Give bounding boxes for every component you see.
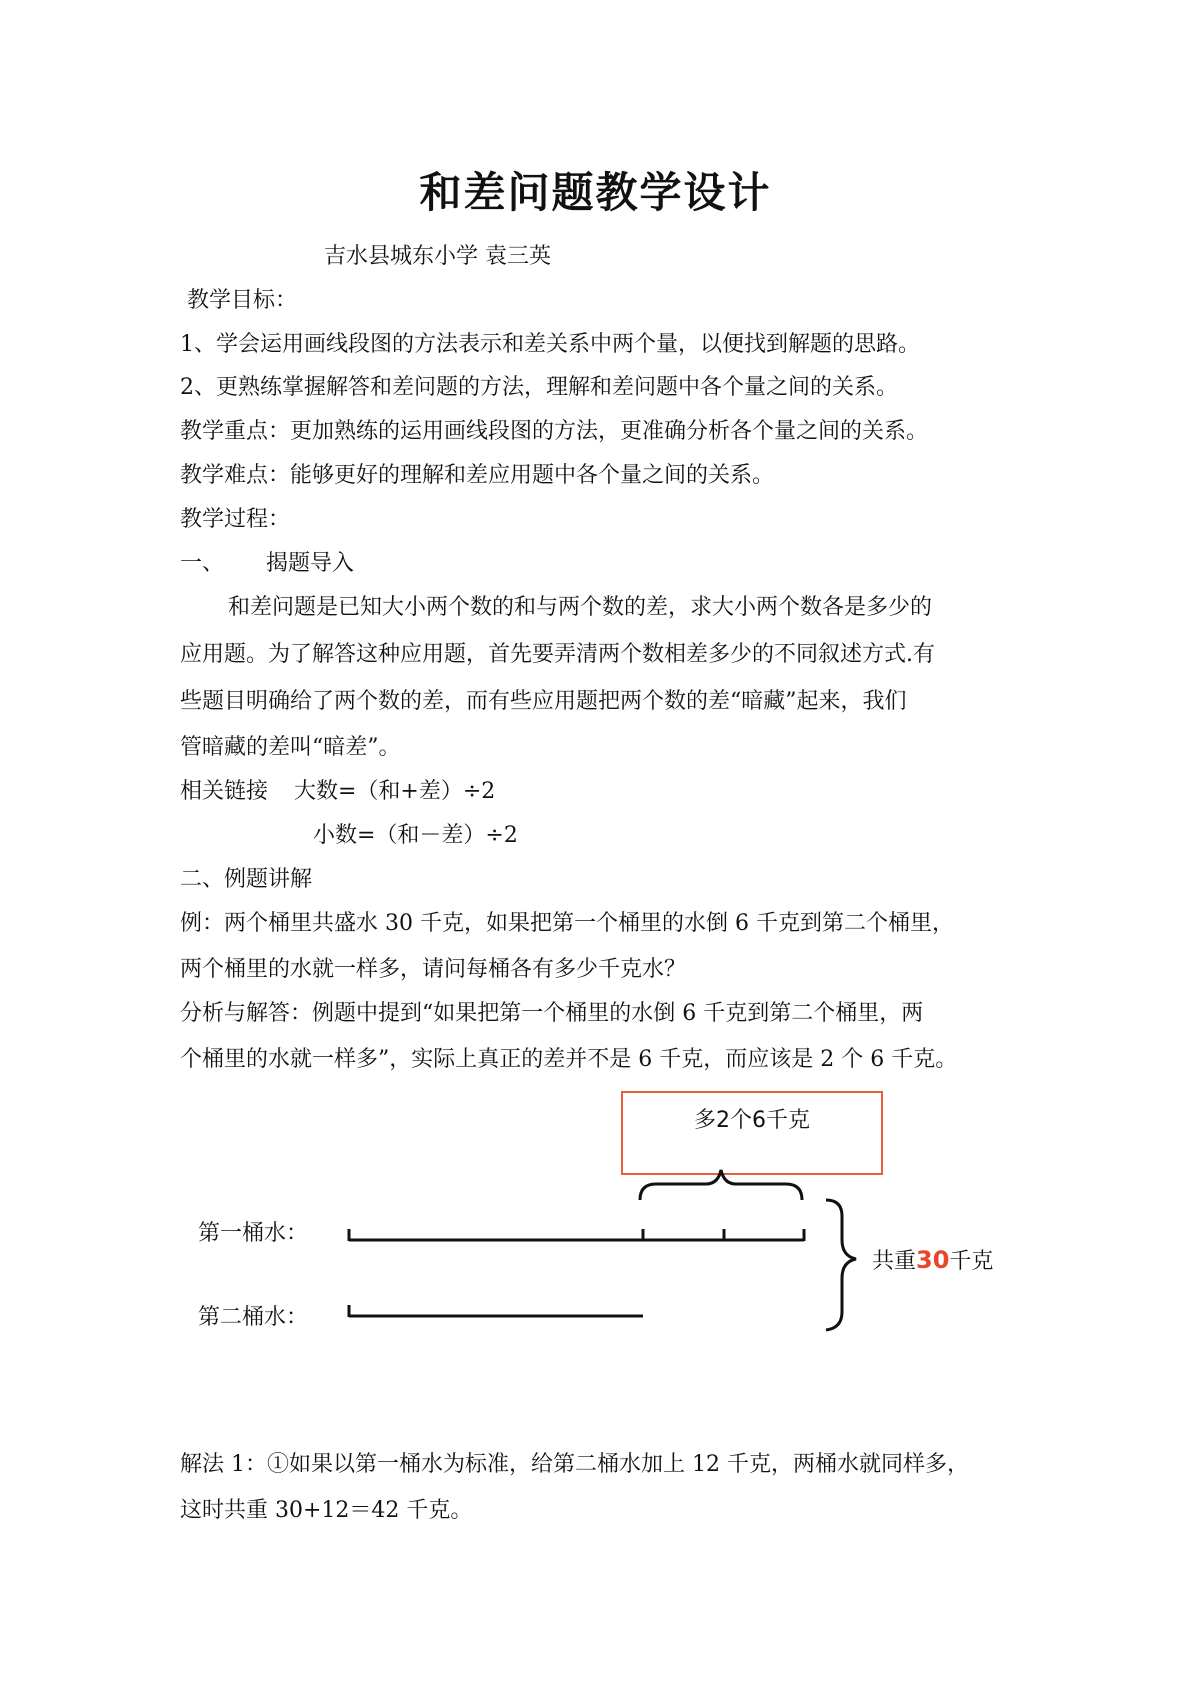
total-weight-label bbox=[872, 1244, 993, 1275]
total-number: 30 bbox=[916, 1246, 950, 1274]
key-point: 教学重点：更加熟练的运用画线段图的方法，更准确分析各个量之间的关系。 bbox=[180, 419, 929, 444]
total-brace bbox=[826, 1200, 856, 1330]
example-line: 例：两个桶里共盛水 30 千克，如果把第一个桶里的水倒 6 千克到第二个桶里， bbox=[180, 911, 954, 936]
analysis-line: 分析与解答：例题中提到“如果把第一个桶里的水倒 6 千克到第二个桶里，两 bbox=[180, 1001, 924, 1026]
intro-paragraph-line: 些题目明确给了两个数的差，而有些应用题把两个数的差“暗藏”起来，我们 bbox=[180, 689, 907, 714]
intro-paragraph-line: 管暗藏的差叫“暗差”。 bbox=[180, 735, 401, 760]
solution-line: 这时共重 30+12＝42 千克。 bbox=[180, 1498, 473, 1523]
author-line: 吉水县城东小学 袁三英 bbox=[324, 244, 551, 269]
bucket2-label: 第二桶水： bbox=[198, 1305, 309, 1330]
analysis-line: 个桶里的水就一样多”，实际上真正的差并不是 6 千克，而应该是 2 个 6 千克。 bbox=[180, 1047, 958, 1072]
example-line: 两个桶里的水就一样多，请问每桶各有多少千克水？ bbox=[180, 957, 687, 982]
goals-heading: 教学目标： bbox=[187, 288, 298, 313]
formula-small: 小数=（和－差）÷2 bbox=[313, 823, 518, 848]
intro-paragraph-line: 和差问题是已知大小两个数的和与两个数的差，求大小两个数各是多少的 bbox=[228, 595, 933, 620]
bucket1-label: 第一桶水： bbox=[198, 1221, 309, 1246]
difference-callout-label: 多2个6千克 bbox=[694, 1108, 810, 1133]
page-title: 和差问题教学设计 bbox=[419, 168, 772, 217]
solution-line: 解法 1：①如果以第一桶水为标准，给第二桶水加上 12 千克，两桶水就同样多， bbox=[180, 1452, 969, 1477]
total-prefix: 共重 bbox=[872, 1249, 917, 1274]
intro-paragraph-line: 应用题。为了解答这种应用题，首先要弄清两个数相差多少的不同叙述方式.有 bbox=[180, 642, 935, 667]
section2-heading: 二、例题讲解 bbox=[180, 867, 313, 892]
formula-big: 大数=（和+差）÷2 bbox=[294, 779, 496, 804]
difficulty: 教学难点：能够更好的理解和差应用题中各个量之间的关系。 bbox=[180, 463, 775, 488]
link-label: 相关链接 bbox=[180, 779, 269, 804]
goal-2: 2、更熟练掌握解答和差问题的方法，理解和差问题中各个量之间的关系。 bbox=[180, 375, 898, 400]
total-suffix: 千克 bbox=[949, 1249, 994, 1274]
process-heading: 教学过程： bbox=[180, 507, 291, 532]
top-brace bbox=[640, 1170, 802, 1200]
section1-number: 一、 bbox=[180, 551, 225, 576]
goal-1: 1、学会运用画线段图的方法表示和差关系中两个量，以便找到解题的思路。 bbox=[180, 332, 920, 357]
section1-title: 揭题导入 bbox=[266, 551, 355, 576]
